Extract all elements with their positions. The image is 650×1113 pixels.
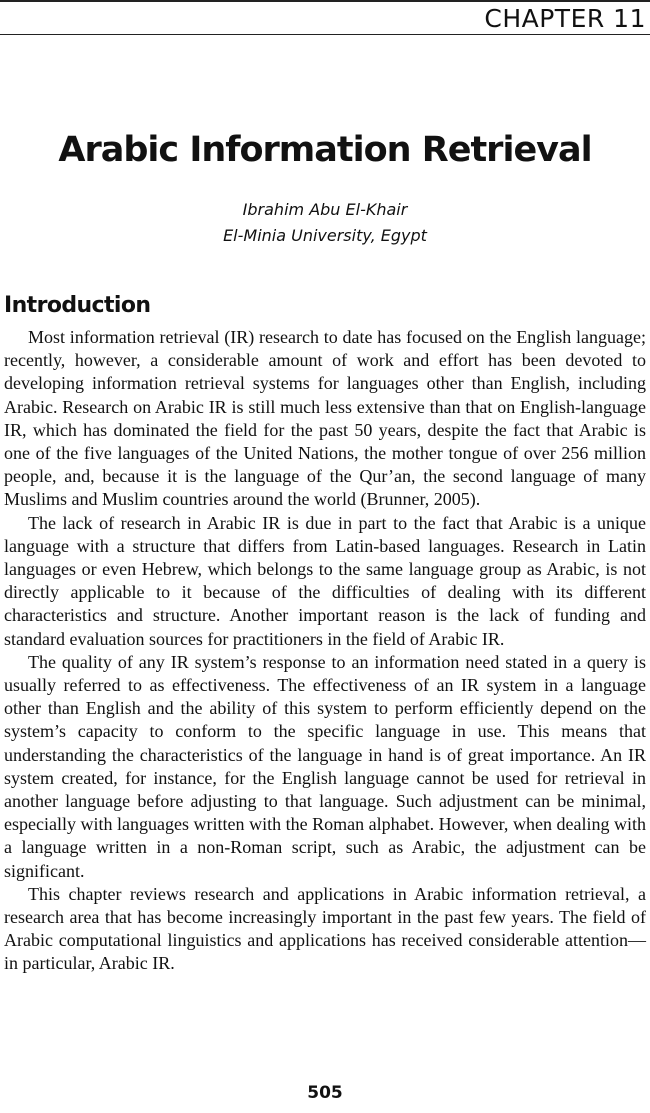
chapter-label: CHAPTER 11 [484, 4, 646, 33]
section-body [4, 326, 646, 976]
page-number: 505 [307, 1083, 343, 1103]
paragraph: This chapter reviews research and applications in Arabic information retrieval, a research area that has become increasingly important in the past few years. The field of Arabic computational linguistics and applications has received considerable attention—in particular, Arabic IR. [4, 883, 646, 974]
author-name: Ibrahim Abu El-Khair [242, 200, 408, 219]
paragraph: Most information retrieval (IR) research to date has focused on the English language; recently, however, a considerable amount of work and effort has been devoted to developing information retrieval systems for languages other than English, including Arabic. Research on Arabic IR is still much less extensive than that on English-language IR, which has dominated the field for the past 50 years, despite the fact that Arabic is one of the five languages of the United Nations, the mother tongue of over 256 million people, and, because it is the language of the Qur’an, the second language of many Muslims and Muslim countries around the world (Brunner, 2005). [4, 327, 646, 510]
author-affiliation: El-Minia University, Egypt [223, 226, 427, 245]
section-heading: Introduction [4, 293, 151, 318]
top-rule [0, 0, 650, 2]
chapter-rule [0, 34, 650, 35]
chapter-title: Arabic Information Retrieval [58, 130, 592, 170]
paragraph: The quality of any IR system’s response to an information need stated in a query is usually referred to as effectiveness. The effectiveness of an IR system in a language other than English and the ability of this system to perform efficiently depend on the system’s capacity to conform to the specific language in use. This means that understanding the characteristics of the language in hand is of great importance. An IR system created, for instance, for the English language cannot be used for retrieval in another language before adjusting to that language. Such adjustment can be minimal, especially with languages written with the Roman alphabet. However, when dealing with a language written in a non-Roman script, such as Arabic, the adjustment can be significant. [4, 651, 646, 881]
paragraph: The lack of research in Arabic IR is due in part to the fact that Arabic is a unique language with a structure that differs from Latin-based languages. Research in Latin languages or even Hebrew, which belongs to the same language group as Arabic, is not directly applicable to it because of the difficulties of dealing with its different characteristics and structure. Another important reason is the lack of funding and standard evaluation sources for practitioners in the field of Arabic IR. [4, 512, 646, 649]
